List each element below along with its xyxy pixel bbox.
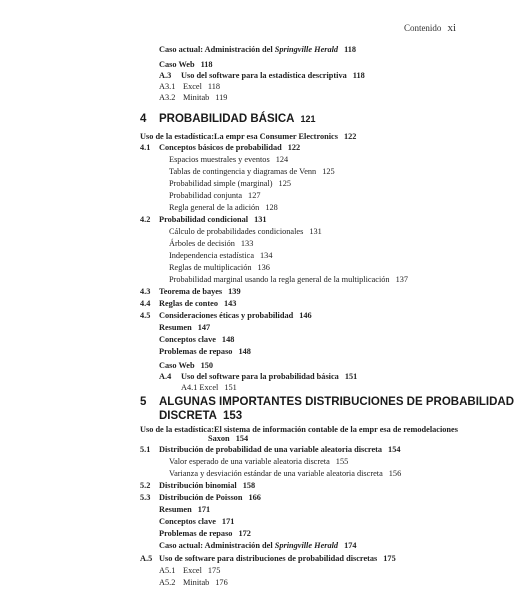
section-number: A.3: [159, 71, 172, 80]
entry-title: Tablas de contingencia y diagramas de Venn: [169, 167, 317, 176]
entry-page-number: 118: [207, 82, 221, 91]
entry-title: Probabilidad condicional: [159, 215, 249, 224]
toc-entry: [169, 251, 272, 261]
toc-entry: [159, 93, 227, 103]
entry-title: Uso del software para la probabilidad básica: [181, 372, 339, 381]
running-header: [404, 22, 456, 34]
entry-title: A4.1 Excel: [181, 383, 219, 392]
entry-title: Uso del software para la estadística descriptiva: [181, 71, 347, 80]
toc-entry: [159, 323, 210, 333]
entry-title: Saxon: [208, 434, 230, 443]
entry-page-number: 131: [309, 227, 322, 236]
entry-page-number: 118: [344, 45, 357, 54]
toc-entry: [140, 554, 396, 564]
entry-title: Consideraciones éticas y probabilidad: [159, 311, 294, 320]
entry-page-number: 156: [388, 469, 402, 478]
entry-page-number: 133: [240, 239, 254, 248]
section-number: 4.5: [140, 311, 151, 320]
toc-entry: [169, 239, 253, 249]
header-page-number: xi: [447, 22, 456, 34]
entry-page-number: 118: [352, 71, 365, 80]
toc-entry: [159, 529, 251, 539]
entry-page-number: 118: [200, 60, 213, 69]
toc-entry: [140, 425, 458, 435]
entry-page-number: 125: [278, 179, 291, 188]
entry-page-number: 154: [388, 445, 401, 454]
entry-page-number: 151: [344, 372, 358, 381]
entry-page-number: 127: [248, 191, 261, 200]
entry-page-number: 175: [207, 566, 221, 575]
toc-entry: [169, 191, 261, 201]
toc-entry: [140, 445, 401, 455]
entry-title: Probabilidad conjunta: [169, 191, 243, 200]
entry-page-number: 143: [224, 299, 237, 308]
entry-page-number: 139: [228, 287, 241, 296]
entry-title: Distribución binomial: [159, 481, 237, 490]
entry-page-number: 155: [335, 457, 349, 466]
chapter-number: 5: [140, 396, 147, 408]
entry-title: Regla general de la adición: [169, 203, 260, 212]
entry-page-number: 148: [238, 347, 251, 356]
entry-title: Probabilidad marginal usando la regla general de la multiplicación: [169, 275, 390, 284]
entry-title: Árboles de decisión: [169, 239, 235, 248]
entry-page-number: 134: [260, 251, 273, 260]
entry-title: Valor esperado de una variable aleatoria discreta: [169, 457, 330, 466]
entry-page-number: 119: [215, 93, 228, 102]
chapter-title-cont: DISCRETA 153: [159, 410, 243, 422]
entry-title: Problemas de repaso: [159, 347, 233, 356]
entry-title: Uso de la estadística:La empr esa Consumer Electronics: [140, 132, 338, 141]
entry-page-number: 125: [322, 167, 335, 176]
toc-entry: [140, 215, 267, 225]
toc-entry: [140, 311, 312, 321]
toc-entry: [159, 335, 234, 345]
toc-entry: [159, 566, 220, 576]
toc-entry: [159, 45, 356, 55]
section-number: 5.3: [140, 493, 151, 502]
toc-entry: [140, 287, 241, 297]
chapter-title: ALGUNAS IMPORTANTES DISTRIBUCIONES DE PROBABILIDAD: [159, 396, 514, 408]
toc-entry: [140, 481, 255, 491]
entry-title: Caso actual: Administración del: [159, 541, 275, 550]
entry-page-number: 174: [344, 541, 357, 550]
entry-page-number: 154: [235, 434, 249, 443]
entry-title: Conceptos básicos de probabilidad: [159, 143, 282, 152]
entry-page-number: 137: [395, 275, 409, 284]
toc-entry: [169, 469, 401, 479]
toc-entry: [159, 505, 210, 515]
entry-title: Probabilidad simple (marginal): [169, 179, 273, 188]
toc-entry: [169, 263, 270, 273]
section-number: A5.1: [159, 566, 176, 575]
entry-page-number: 148: [221, 335, 235, 344]
entry-page-number: 131: [254, 215, 267, 224]
entry-title: Distribución de probabilidad de una variable aleatoria discreta: [159, 445, 383, 454]
section-number: 4.3: [140, 287, 151, 296]
section-number: 5.2: [140, 481, 151, 490]
toc-entry: [140, 132, 356, 142]
section-number: A3.1: [159, 82, 176, 91]
entry-title: Caso actual: Administración del: [159, 45, 275, 54]
entry-title: Minitab: [183, 578, 210, 587]
entry-title: Problemas de repaso: [159, 529, 233, 538]
section-number: 4.4: [140, 299, 151, 308]
toc-entry: [169, 227, 322, 237]
entry-title: Conceptos clave: [159, 517, 216, 526]
entry-page-number: 146: [299, 311, 312, 320]
entry-page-number: 176: [215, 578, 228, 587]
toc-entry: [208, 434, 248, 444]
entry-title: Conceptos clave: [159, 335, 216, 344]
entry-title: Resumen: [159, 505, 192, 514]
section-number: 5.1: [140, 445, 151, 454]
entry-title: Minitab: [183, 93, 210, 102]
entry-page-number: 122: [287, 143, 301, 152]
chapter-page-number: 153: [222, 410, 243, 422]
entry-page-number: 136: [257, 263, 270, 272]
entry-title: Resumen: [159, 323, 192, 332]
entry-page-number: 151: [224, 383, 237, 392]
toc-entry: [169, 167, 335, 177]
toc-entry: [159, 82, 220, 92]
entry-title: Varianza y desviación estándar de una variable aleatoria discreta: [169, 469, 383, 478]
toc-entry: [159, 372, 357, 382]
toc-entry: [159, 578, 228, 588]
entry-title: Reglas de multiplicación: [169, 263, 252, 272]
entry-title: Caso Web: [159, 361, 195, 370]
toc-entry: [140, 493, 261, 503]
toc-entry: [159, 361, 213, 371]
chapter-page-number: 121: [300, 114, 316, 124]
toc-entry: [159, 541, 357, 551]
toc-entry: [169, 203, 278, 213]
entry-page-number: 122: [343, 132, 357, 141]
toc-entry: [181, 383, 237, 393]
section-number: 4.1: [140, 143, 151, 152]
toc-entry: [159, 60, 213, 70]
toc-entry: [140, 143, 300, 153]
entry-page-number: 166: [248, 493, 261, 502]
toc-entry: [159, 71, 365, 81]
toc-entry: [140, 299, 236, 309]
section-number: A5.2: [159, 578, 176, 587]
entry-title: Excel: [183, 566, 202, 575]
toc-entry: [159, 347, 251, 357]
toc-entry: [169, 155, 288, 165]
entry-title: Caso Web: [159, 60, 195, 69]
entry-title: Springville Herald: [274, 45, 339, 54]
entry-title: Excel: [183, 82, 202, 91]
entry-page-number: 158: [242, 481, 256, 490]
chapter-number: 4: [140, 113, 147, 125]
entry-page-number: 147: [197, 323, 211, 332]
toc-entry: [159, 517, 234, 527]
section-number: A3.2: [159, 93, 176, 102]
section-number: 4.2: [140, 215, 151, 224]
toc-entry: [169, 457, 348, 467]
chapter-title: PROBABILIDAD BÁSICA 121: [159, 113, 316, 125]
entry-title: Springville Herald: [274, 541, 339, 550]
entry-title: Distribución de Poisson: [159, 493, 243, 502]
entry-page-number: 124: [275, 155, 289, 164]
entry-title: Uso de software para distribuciones de probabilidad discretas: [159, 554, 378, 563]
toc-entry: [169, 179, 291, 189]
entry-title: Cálculo de probabilidades condicionales: [169, 227, 304, 236]
entry-title: Teorema de bayes: [159, 287, 223, 296]
entry-title: Uso de la estadística:El sistema de información contable de la empr esa de remodelaciones: [140, 425, 458, 434]
entry-page-number: 171: [221, 517, 235, 526]
entry-page-number: 175: [383, 554, 396, 563]
entry-page-number: 150: [200, 361, 214, 370]
entry-page-number: 171: [197, 505, 211, 514]
section-number: A.5: [140, 554, 153, 563]
entry-page-number: 128: [265, 203, 278, 212]
entry-title: Espacios muestrales y eventos: [169, 155, 270, 164]
entry-title: Independencia estadística: [169, 251, 255, 260]
entry-page-number: 172: [238, 529, 251, 538]
entry-title: Reglas de conteo: [159, 299, 218, 308]
section-number: A.4: [159, 372, 172, 381]
toc-entry: [169, 275, 408, 285]
header-title: Contenido: [403, 23, 442, 33]
